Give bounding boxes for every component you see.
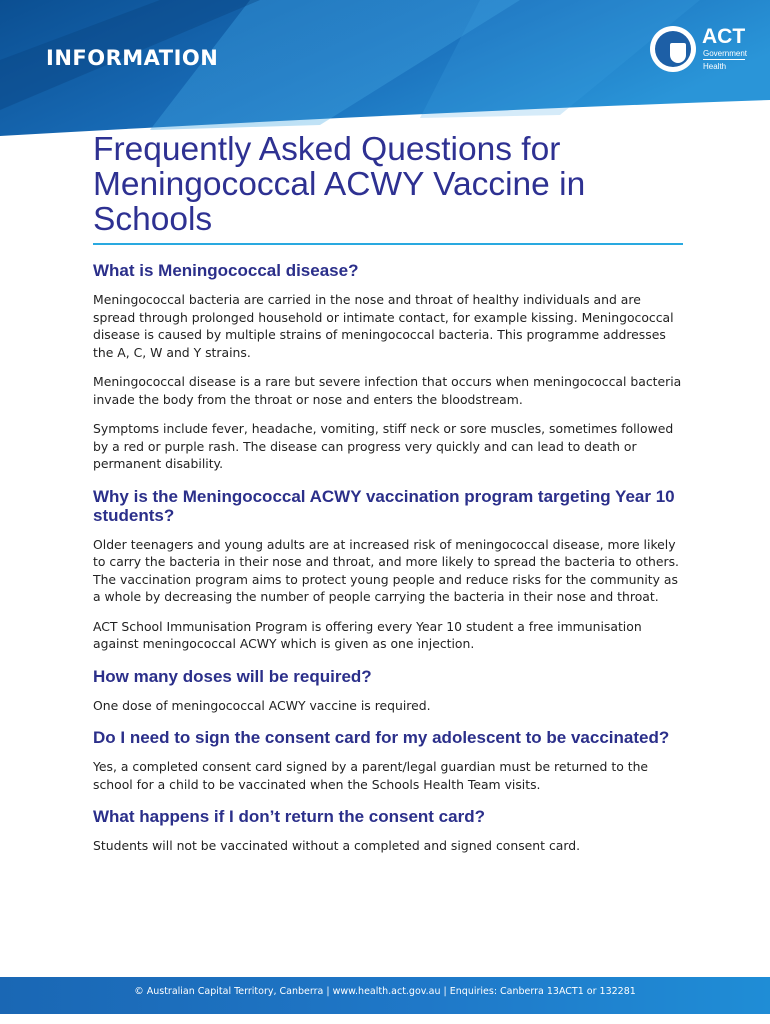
paragraph: Students will not be vaccinated without a completed and signed consent card. (93, 838, 581, 853)
section-heading: What is Meningococcal disease? (93, 261, 359, 280)
page-title-line: Frequently Asked Questions for (93, 131, 561, 168)
footer-bar (0, 977, 770, 1014)
section-heading: How many doses will be required? (93, 666, 372, 686)
act-government-logo (650, 26, 750, 78)
document-body (93, 132, 683, 855)
logo-divider (703, 59, 745, 60)
paragraph: Meningococcal bacteria are carried in the nose and throat of healthy individuals and are spread through prolonged household or intimate contact, for example kissing. Meningococcal disease is caused by multiple strains of meningococcal bacteria. This programme addresses the A, C, W and Y strains. (93, 292, 674, 360)
paragraph: Meningococcal disease is a rare but severe infection that occurs when meningococcal bacteria invade the body from the throat or nose and enters the bloodstream. (93, 374, 682, 407)
paragraph: One dose of meningococcal ACWY vaccine is required. (93, 697, 431, 713)
logo-health-text: Health (703, 62, 727, 71)
banner-label: INFORMATION (46, 46, 219, 70)
header-banner (0, 0, 770, 140)
footer-text: © Australian Capital Territory, Canberra | www.health.act.gov.au | Enquiries: Canberra 13ACT1 or 132281 (134, 986, 636, 997)
paragraph: Symptoms include fever, headache, vomiting, stiff neck or sore muscles, sometimes followed by a red or purple rash. The disease can progress very quickly and can lead to death or permanent disability. (93, 421, 674, 471)
page-title-line: Meningococcal ACWY Vaccine in (93, 166, 586, 203)
paragraph: ACT School Immunisation Program is offering every Year 10 student a free immunisation against meningococcal ACWY which is given as one injection. (93, 618, 642, 651)
section-heading: Do I need to sign the consent card for my adolescent to be vaccinated? (93, 728, 670, 747)
logo-act-text: ACT (702, 25, 746, 48)
logo-government-text: Government (703, 49, 748, 58)
coat-of-arms-icon (650, 26, 696, 72)
page-title (93, 132, 683, 245)
section-heading: Why is the Meningococcal ACWY vaccination program targeting Year 10 students? (93, 486, 675, 525)
paragraph: Older teenagers and young adults are at increased risk of meningococcal disease, more likely to carry the bacteria in their nose and throat, and more likely to spread the bacteria to others. The vaccination program aims to protect young people and reduce risks for the community as a whole by decreasing the number of people carrying the bacteria in their nose and throat. (93, 536, 679, 604)
section-heading: What happens if I don’t return the consent card? (93, 807, 485, 826)
paragraph: Yes, a completed consent card signed by a parent/legal guardian must be returned to the school for a child to be vaccinated when the Schools Health Team visits. (93, 759, 649, 792)
page-title-line: Schools (93, 201, 213, 238)
